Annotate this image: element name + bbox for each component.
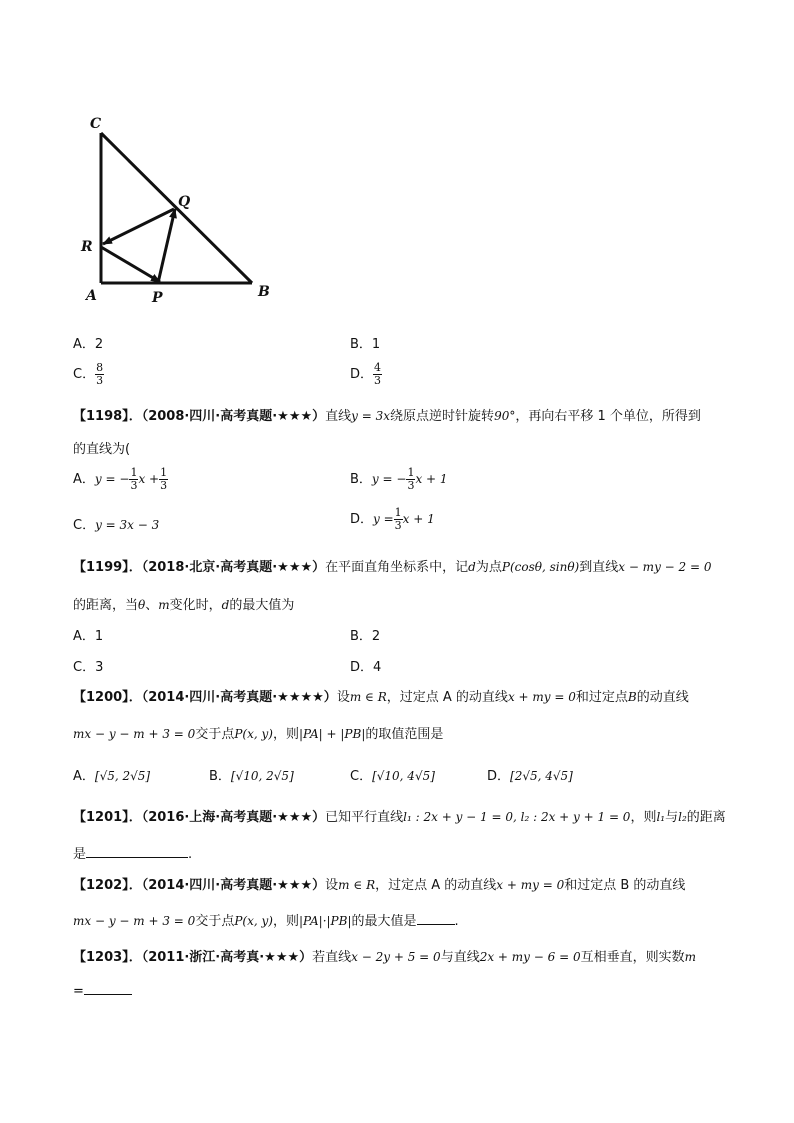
q1203-stem: 【1203】．（2011·浙江·高考真·★★★）若直线x − 2y + 5 = 0与直线2x + my − 6 = 0互相垂直，则实数m [73,950,696,965]
vector-qr [103,209,174,244]
q1200-option-c: C．[√10, 4√5] [350,769,435,784]
label-q: Q [178,194,191,210]
fraction: $\frac{1}{3}$ [130,466,138,492]
answer-blank[interactable] [84,982,132,995]
q1200-option-b: B．[√10, 2√5] [209,769,294,784]
q1200-stem-line2: mx − y − m + 3 = 0交于点P(x, y)，则|PA| + |PB|的取值范围是 [73,727,444,742]
answer-blank[interactable] [417,912,455,925]
label-a: A [86,288,97,304]
vector-rp [101,247,160,282]
q1199-option-c: C．3 [73,660,104,675]
q1198-stem: 【1198】．（2008·四川·高考真题·★★★）直线y = 3x绕原点逆时针旋转90°，再向右平移 1 个单位，所得到 [73,409,701,424]
fraction: $\frac{8}{3}$ [96,361,104,387]
fraction: $\frac{1}{3}$ [160,466,168,492]
label-c: C [90,116,102,132]
triangle-figure [70,105,290,310]
q1199-option-a: A．1 [73,629,104,644]
q1199-option-d: D．4 [350,660,382,675]
fraction: $\frac{1}{3}$ [407,466,415,492]
q1198-option-a: A．y = − $\frac{1}{3}$ x + $\frac{1}{3}$ [73,466,168,492]
q1200-stem: 【1200】．（2014·四川·高考真题·★★★★）设m ∈ R，过定点 A 的动直线x + my = 0和过定点B的动直线 [73,690,689,705]
q1201-stem: 【1201】．（2016·上海·高考真题·★★★）已知平行直线l₁ : 2x + y − 1 = 0, l₂ : 2x + y + 1 = 0，则l₁与l₂的距离 [73,810,726,825]
answer-blank[interactable] [86,845,188,858]
fraction: $\frac{1}{3}$ [394,506,402,532]
label-r: R [81,239,93,255]
label-p: P [152,290,163,306]
vector-pq [158,209,175,283]
q1203-stem-line2: = [73,982,132,999]
q1199-stem: 【1199】．（2018·北京·高考真题·★★★）在平面直角坐标系中，记d为点P(cosθ, sinθ)到直线x − my − 2 = 0 [73,560,712,575]
q1198-option-d: D．y = $\frac{1}{3}$ x + 1 [350,506,435,532]
q1201-stem-line2: 是 . [73,847,193,862]
q1197-option-b: B．1 [350,337,381,352]
q1202-stem-line2: mx − y − m + 3 = 0交于点P(x, y)，则|PA|·|PB|的最大值是 . [73,914,459,929]
q1199-option-b: B．2 [350,629,381,644]
q1200-option-a: A．[√5, 2√5] [73,769,151,784]
q1197-option-d: D． $\frac{4}{3}$ [350,361,382,387]
q1199-stem-line2: 的距离，当θ、m变化时，d的最大值为 [73,598,295,613]
q1198-stem-line2: 的直线为( [73,442,131,457]
q1198-option-b: B．y = − $\frac{1}{3}$ x + 1 [350,466,448,492]
q1197-option-c: C． $\frac{8}{3}$ [73,361,104,387]
q1202-stem: 【1202】．（2014·四川·高考真题·★★★）设m ∈ R，过定点 A 的动直线x + my = 0和过定点 B 的动直线 [73,878,686,893]
q1200-option-d: D．[2√5, 4√5] [487,769,573,784]
label-b: B [258,284,270,300]
fraction: $\frac{4}{3}$ [374,361,382,387]
q1197-option-a: A．2 [73,337,104,352]
q1198-option-c: C．y = 3x − 3 [73,518,160,533]
